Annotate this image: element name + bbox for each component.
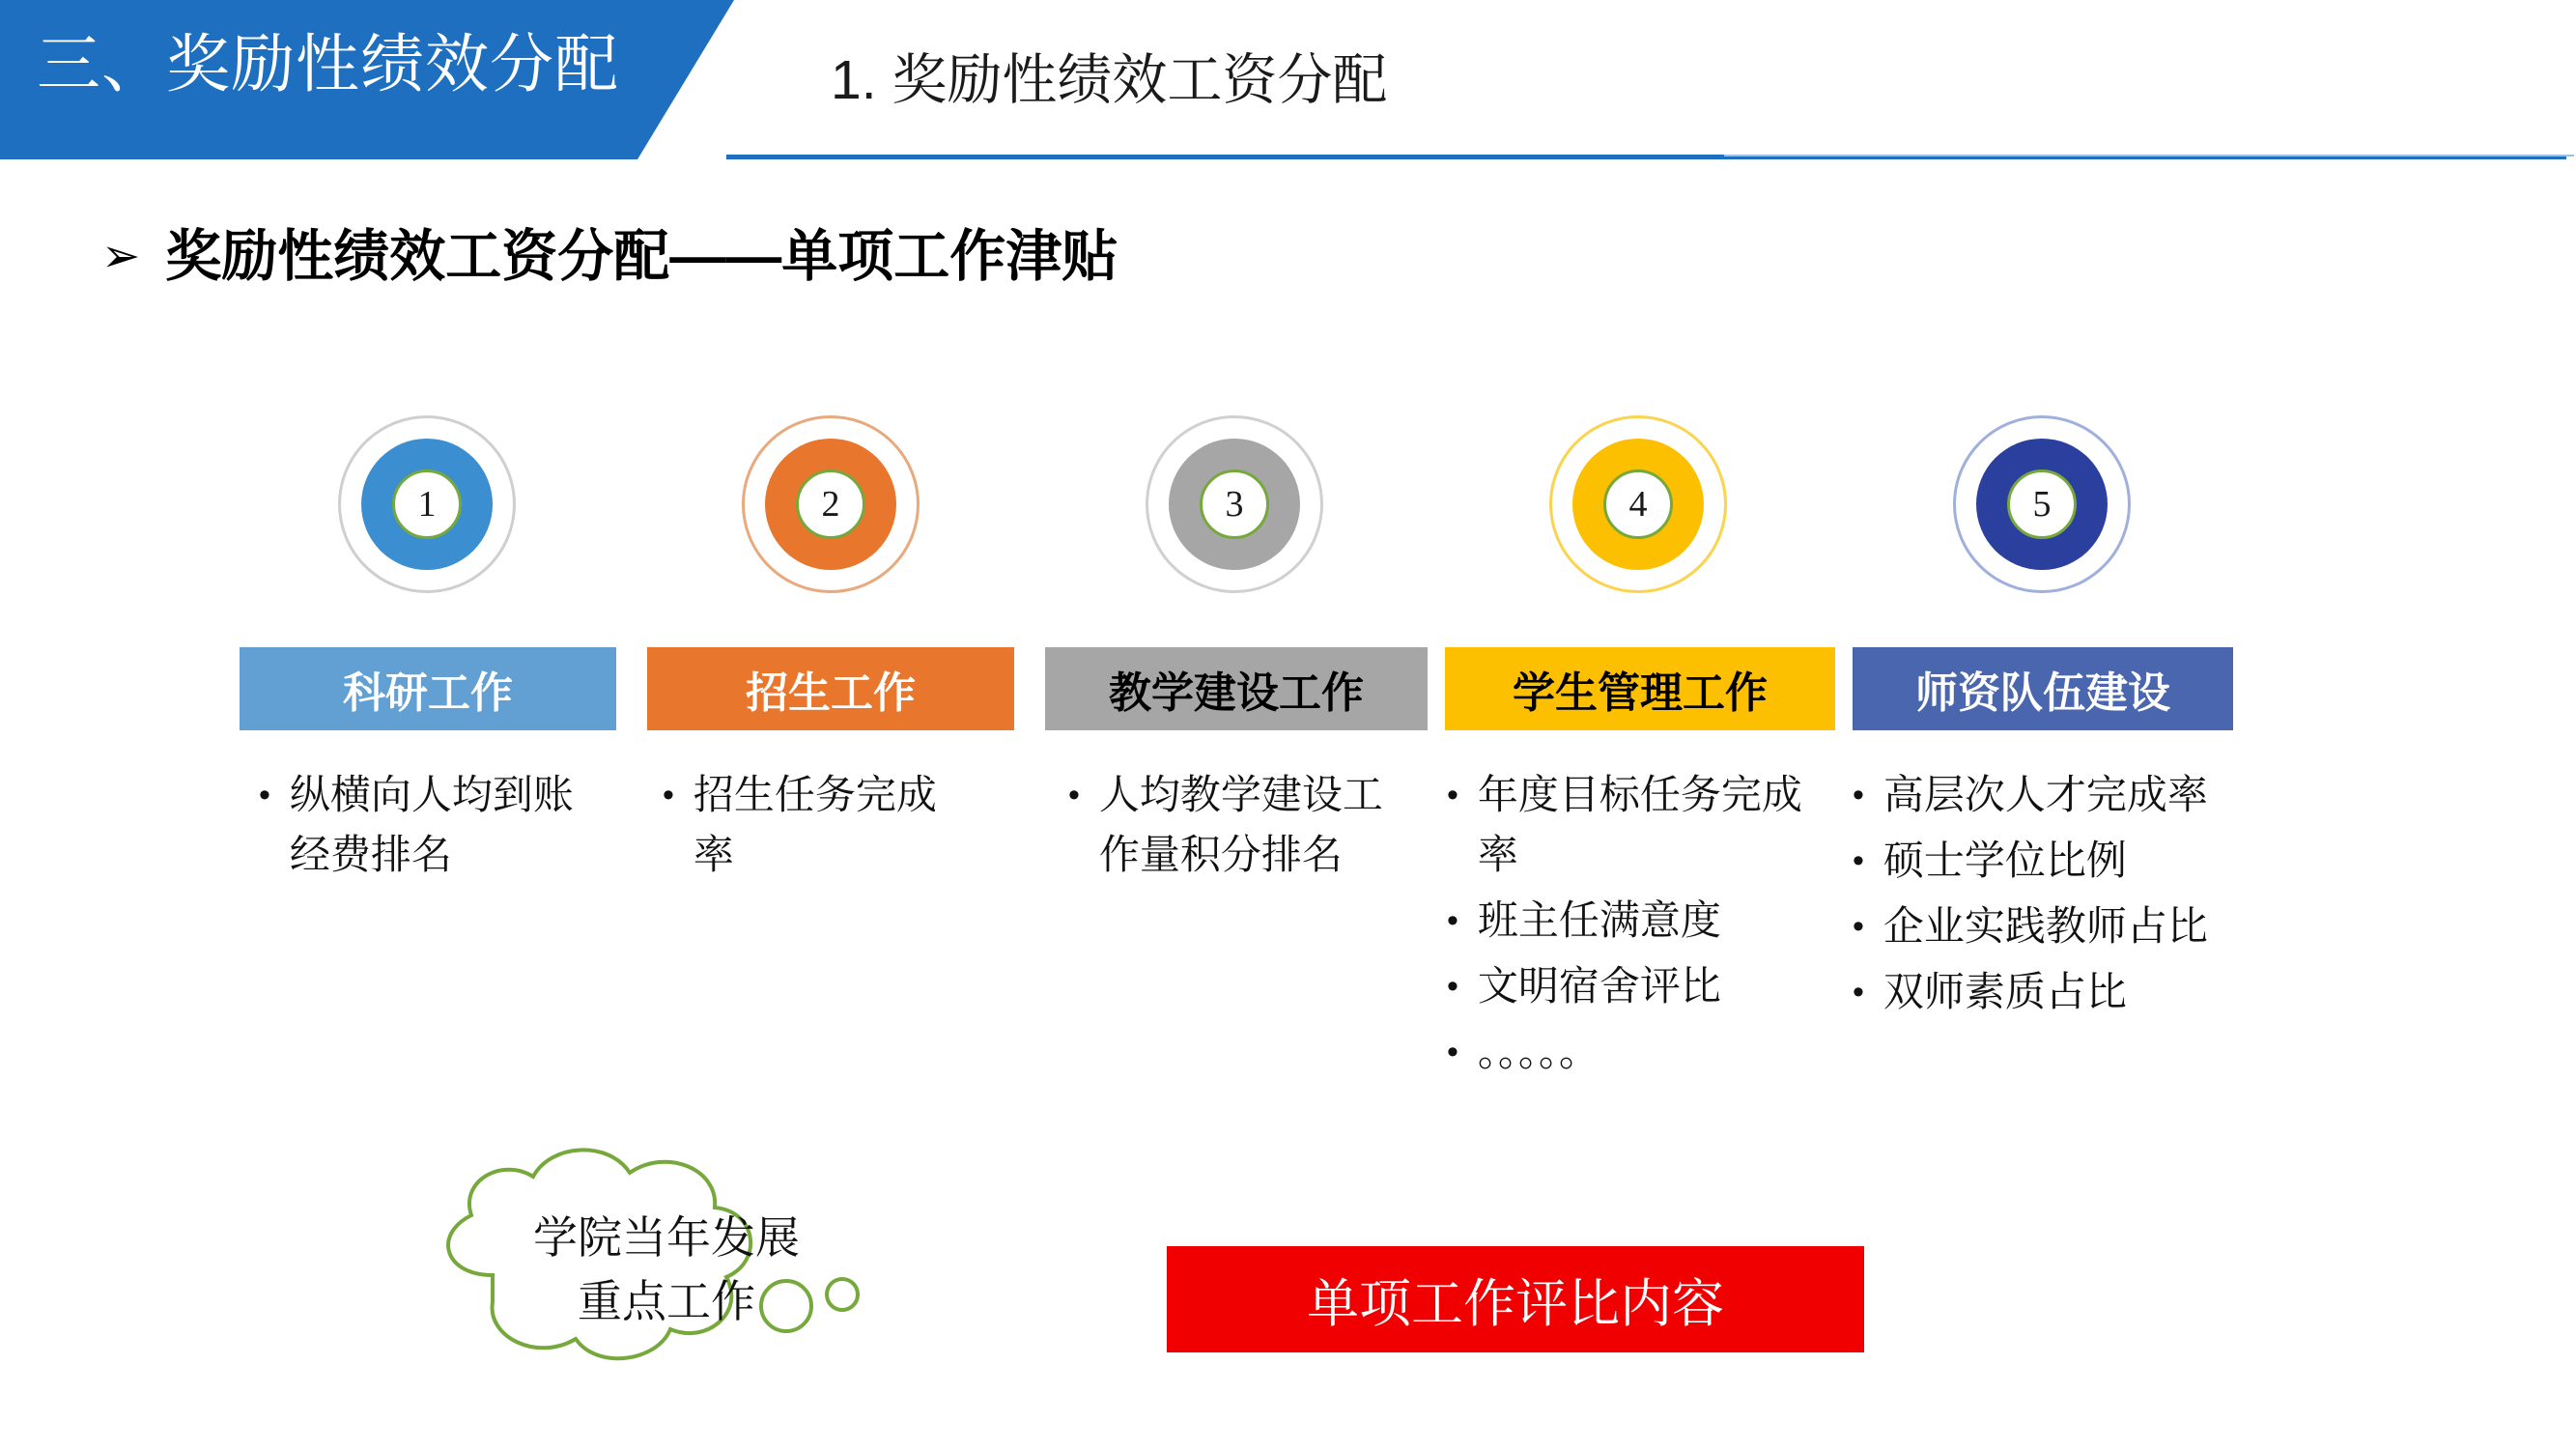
list-item <box>259 765 578 885</box>
bullet-dot-icon: • <box>1853 777 1864 813</box>
badge-number: 2 <box>796 469 865 539</box>
category-label-1: 科研工作 <box>240 647 616 730</box>
bullet-text: 高层次人才完成率 <box>1882 772 2208 817</box>
category-column-4 <box>1443 415 1839 1123</box>
category-column-3 <box>1039 415 1435 925</box>
category-bullets-1 <box>259 765 578 885</box>
bullet-text: 年度目标任务完成率 <box>1477 772 1802 877</box>
header-rule-secondary <box>1724 155 2574 156</box>
bullet-dot-icon: • <box>1447 968 1458 1005</box>
category-column-5 <box>1847 415 2243 1063</box>
category-bullets-5 <box>1853 765 2335 1022</box>
badge-number: 1 <box>392 469 462 539</box>
list-item <box>1447 765 1833 885</box>
list-item <box>1853 896 2335 956</box>
bullet-dot-icon: • <box>1447 777 1458 813</box>
bullet-dot-icon: • <box>1853 974 1864 1010</box>
header-tab-label: 三、奖励性绩效分配 <box>37 28 619 100</box>
category-badge-1 <box>338 415 522 599</box>
bullet-dot-icon: • <box>1447 902 1458 939</box>
bullet-text: 文明宿舍评比 <box>1477 963 1721 1009</box>
bullet-text: 人均教学建设工作量积分排名 <box>1098 772 1383 877</box>
cloud-text-line-1: 学院当年发展 <box>533 1212 800 1263</box>
bullet-dot-icon: • <box>663 777 674 813</box>
header-subtitle: 1. 奖励性绩效工资分配 <box>831 49 1388 111</box>
category-badge-2 <box>742 415 925 599</box>
cloud-callout <box>367 1130 1101 1420</box>
category-bullets-3 <box>1068 765 1397 885</box>
category-column-1 <box>232 415 628 925</box>
arrow-bullet-icon: ➢ <box>101 231 141 282</box>
list-item <box>663 765 972 885</box>
section-heading-text: 奖励性绩效工资分配——单项工作津贴 <box>165 225 1118 288</box>
cloud-text <box>444 1206 889 1333</box>
highlight-banner-text: 单项工作评比内容 <box>1307 1274 1724 1333</box>
bullet-dot-icon: • <box>1853 908 1864 945</box>
category-badge-3 <box>1146 415 1329 599</box>
category-column-2 <box>636 415 1032 925</box>
category-label-4: 学生管理工作 <box>1445 647 1835 730</box>
bullet-dot-icon: • <box>1068 777 1080 813</box>
category-label-5: 师资队伍建设 <box>1853 647 2233 730</box>
bullet-text: 企业实践教师占比 <box>1882 903 2208 949</box>
list-item <box>1447 1022 1833 1082</box>
cloud-text-line-2: 重点工作 <box>578 1276 755 1326</box>
category-badge-4 <box>1549 415 1733 599</box>
bullet-dot-icon: • <box>259 777 270 813</box>
bullet-text: 硕士学位比例 <box>1882 838 2127 883</box>
highlight-banner <box>1167 1246 1864 1352</box>
list-item <box>1068 765 1397 885</box>
bullet-text: 。。。。。 <box>1477 1029 1599 1074</box>
category-bullets-4 <box>1447 765 1833 1082</box>
list-item <box>1853 831 2335 891</box>
list-item <box>1447 956 1833 1016</box>
badge-number: 3 <box>1200 469 1269 539</box>
bullet-text: 纵横向人均到账经费排名 <box>289 772 574 877</box>
list-item <box>1447 891 1833 951</box>
category-badge-5 <box>1953 415 2137 599</box>
list-item <box>1853 765 2335 825</box>
category-label-3: 教学建设工作 <box>1045 647 1428 730</box>
category-label-2: 招生工作 <box>647 647 1014 730</box>
category-bullets-2 <box>663 765 972 885</box>
bullet-text: 班主任满意度 <box>1477 897 1721 943</box>
section-heading <box>101 224 1118 290</box>
bullet-dot-icon: • <box>1447 1034 1458 1070</box>
bullet-text: 招生任务完成率 <box>693 772 937 877</box>
category-columns <box>232 415 2444 1169</box>
list-item <box>1853 962 2335 1022</box>
badge-number: 5 <box>2007 469 2077 539</box>
bullet-dot-icon: • <box>1853 842 1864 879</box>
bullet-text: 双师素质占比 <box>1882 969 2127 1014</box>
badge-number: 4 <box>1603 469 1673 539</box>
